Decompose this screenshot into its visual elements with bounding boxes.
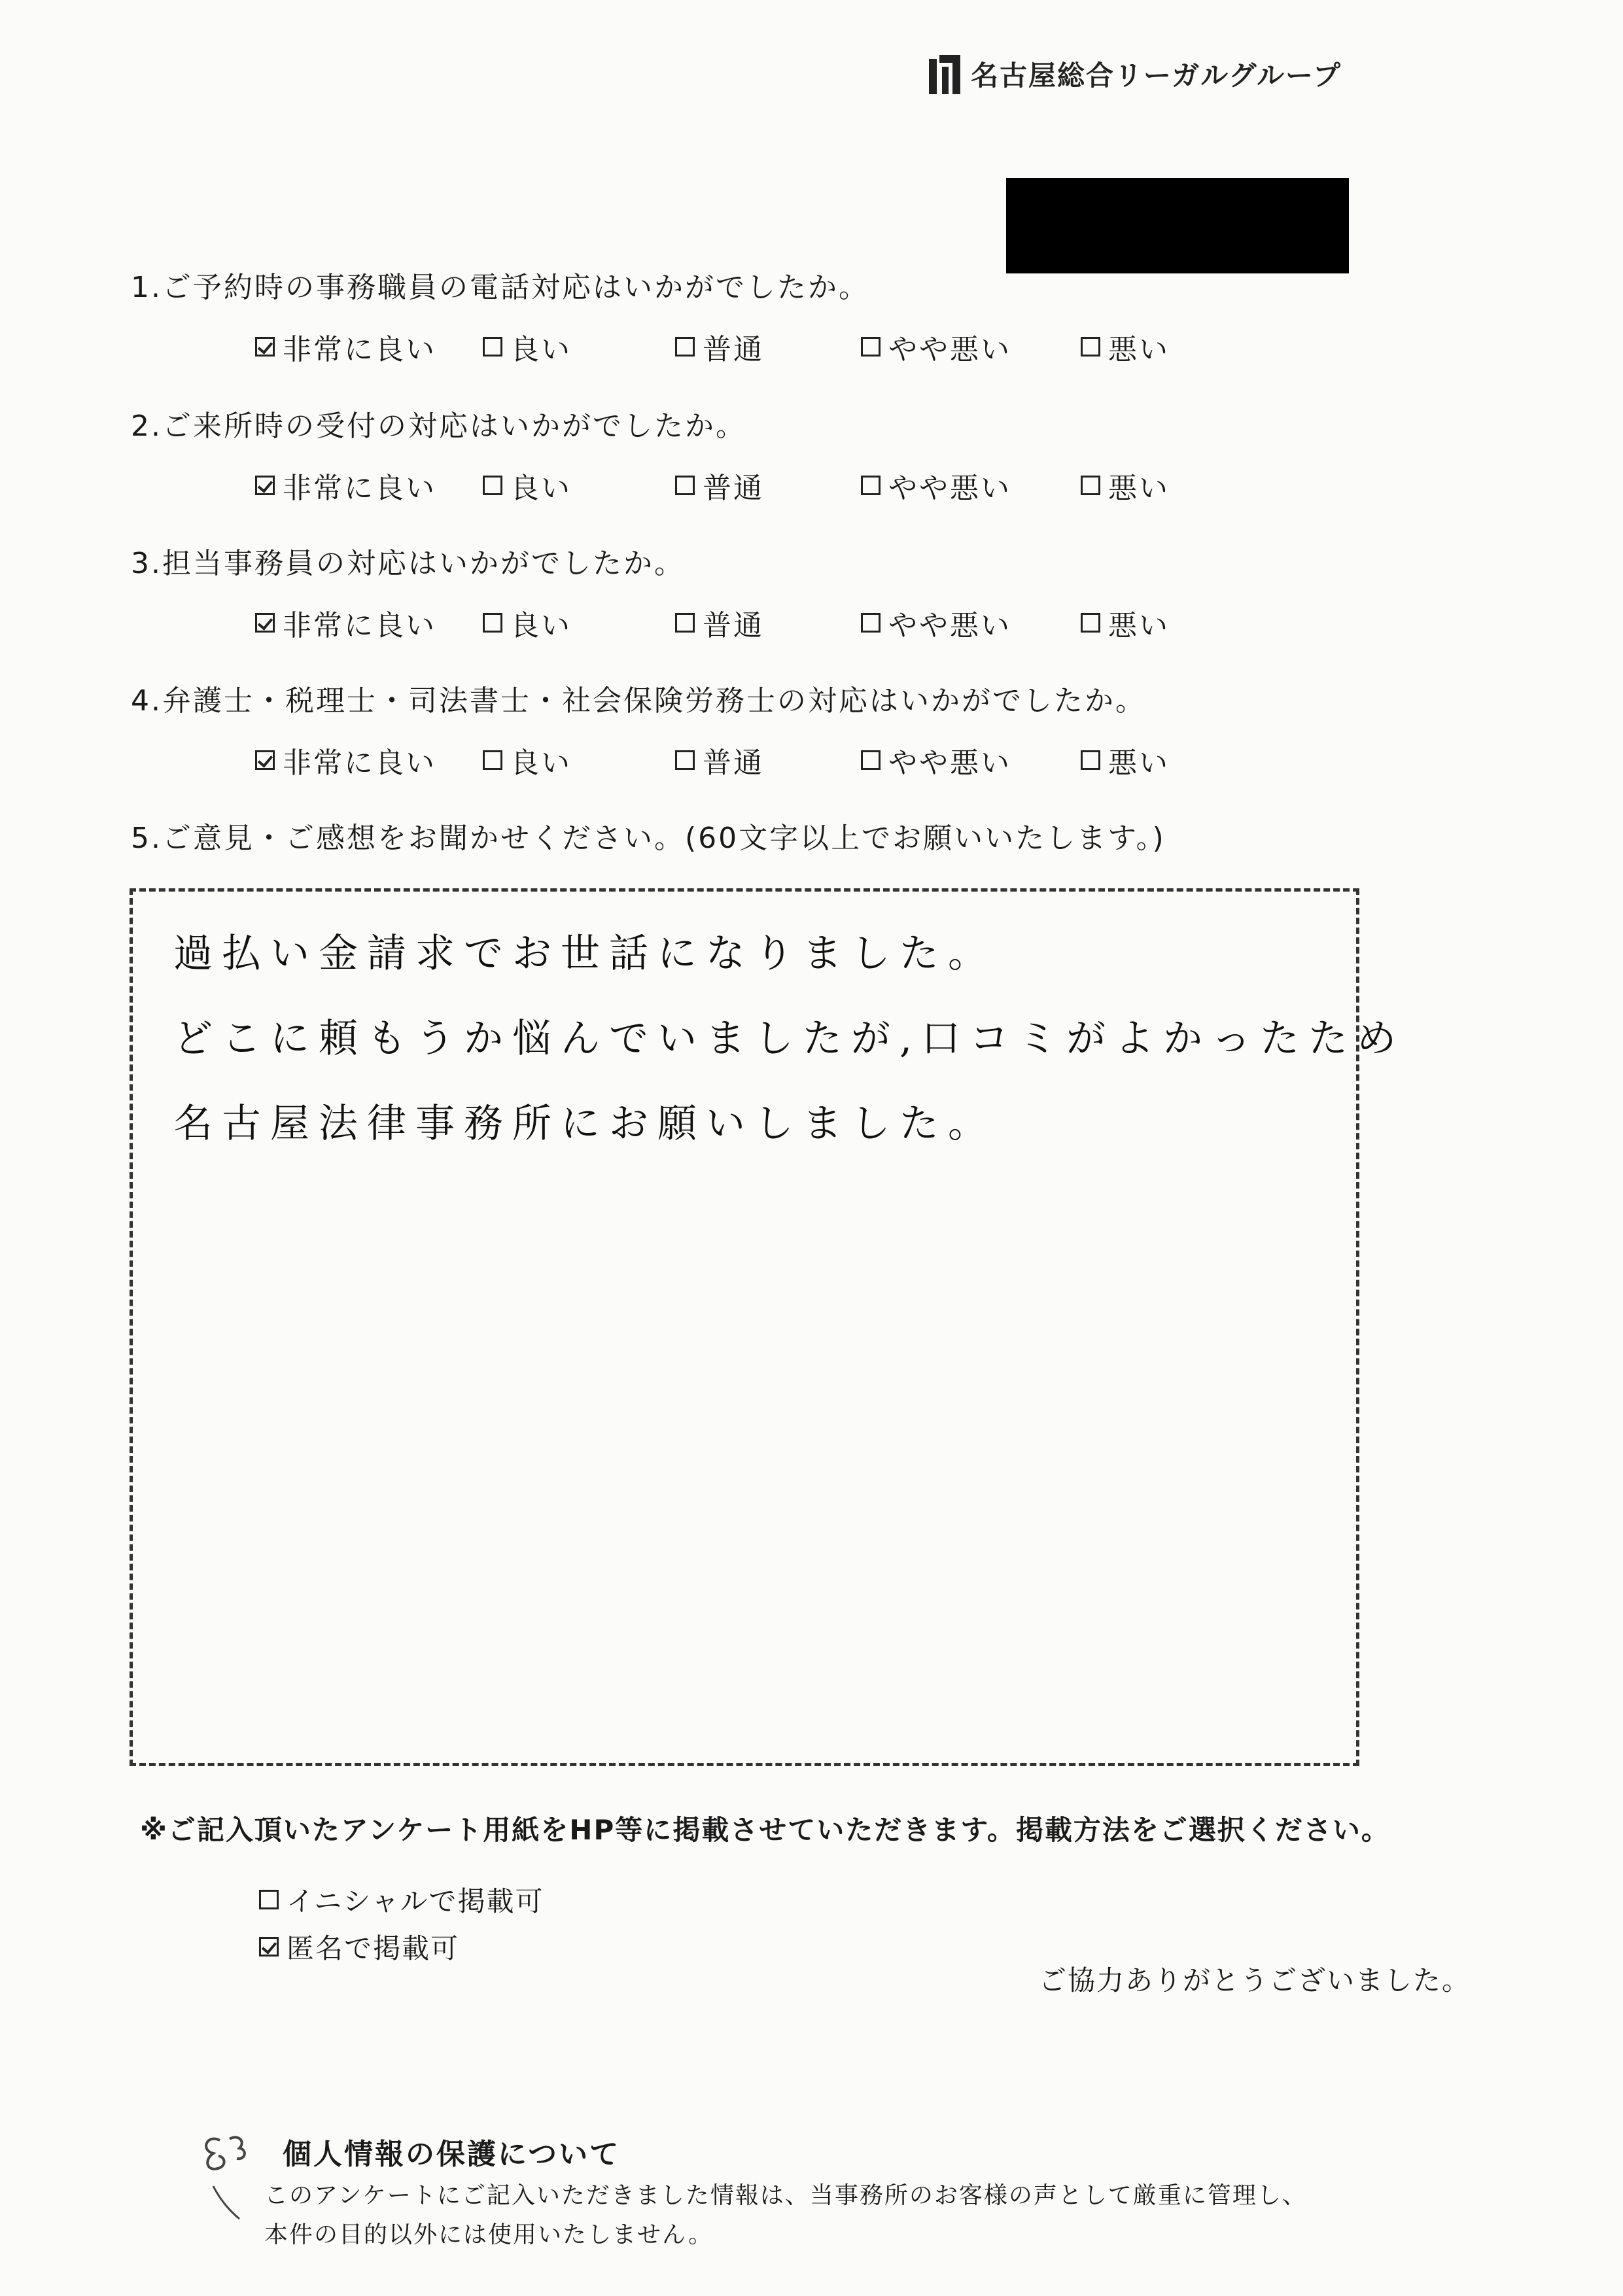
checkbox[interactable] xyxy=(1081,613,1100,633)
option-label: 普通 xyxy=(703,609,764,642)
checkbox[interactable] xyxy=(1081,337,1100,357)
comment-line: 名古屋法律事務所にお願いしました。 xyxy=(173,1101,996,1147)
option-label: 非常に良い xyxy=(283,746,436,780)
option-label: やや悪い xyxy=(888,333,1011,366)
rating-option[interactable] xyxy=(255,602,436,644)
publication-option-initial[interactable] xyxy=(259,1880,544,1919)
thanks-text: ご協力ありがとうございました。 xyxy=(1039,1964,1471,1996)
option-label: 非常に良い xyxy=(283,333,436,366)
header-logo xyxy=(928,51,1342,97)
checkbox-checked[interactable] xyxy=(255,476,275,495)
checkbox-checked[interactable] xyxy=(255,750,275,770)
rating-option[interactable] xyxy=(1081,326,1170,368)
privacy-text-line: 本件の目的以外には使用いたしません。 xyxy=(264,2221,714,2248)
option-label: 普通 xyxy=(703,746,764,780)
rating-option[interactable] xyxy=(861,602,1011,644)
rating-option[interactable] xyxy=(483,602,572,644)
rating-option[interactable] xyxy=(483,739,572,781)
rating-options xyxy=(131,739,1505,781)
comment-line: 過払い金請求でお世話になりました。 xyxy=(173,931,996,977)
rating-option[interactable] xyxy=(1081,739,1170,781)
rating-option[interactable] xyxy=(861,739,1011,781)
option-label: イニシャルで掲載可 xyxy=(287,1885,544,1917)
question-5 xyxy=(131,818,1505,860)
option-label: 非常に良い xyxy=(283,472,436,505)
option-label: 普通 xyxy=(703,472,764,505)
comment-prompt: 5.ご意見・ご感想をお聞かせください。(60文字以上でお願いいたします。) xyxy=(131,822,1166,855)
checkbox-checked[interactable] xyxy=(255,613,275,633)
rating-option[interactable] xyxy=(255,326,436,368)
option-label: 悪い xyxy=(1108,333,1170,366)
rating-option[interactable] xyxy=(675,739,764,781)
comment-line: どこに頼もうか悩んでいましたが,口コミがよかったため xyxy=(173,1016,1406,1062)
option-label: 良い xyxy=(510,746,572,780)
rating-option[interactable] xyxy=(1081,464,1170,506)
privacy-title: 個人情報の保護について xyxy=(283,2138,621,2171)
comment-box[interactable] xyxy=(130,888,1406,1766)
rating-option[interactable] xyxy=(675,464,764,506)
option-label: やや悪い xyxy=(888,609,1011,642)
rating-option[interactable] xyxy=(1081,602,1170,644)
checkbox[interactable] xyxy=(1081,476,1100,495)
option-label: 良い xyxy=(510,609,572,642)
checkbox[interactable] xyxy=(675,476,695,495)
redaction-block xyxy=(1006,178,1349,273)
question-text: 2.ご来所時の受付の対応はいかがでしたか。 xyxy=(131,409,746,443)
checkbox[interactable] xyxy=(861,337,881,357)
checkbox[interactable] xyxy=(675,750,695,770)
checkbox[interactable] xyxy=(1081,750,1100,770)
building-logo-icon xyxy=(928,52,962,96)
privacy-flourish-icon xyxy=(194,2127,266,2225)
rating-option[interactable] xyxy=(861,464,1011,506)
question-4 xyxy=(131,680,1505,781)
logo-text: 名古屋総合リーガルグループ xyxy=(971,60,1342,92)
checkbox[interactable] xyxy=(259,1890,279,1909)
option-label: やや悪い xyxy=(888,746,1011,780)
rating-option[interactable] xyxy=(675,326,764,368)
rating-options xyxy=(131,464,1505,506)
checkbox-checked[interactable] xyxy=(259,1937,279,1957)
checkbox[interactable] xyxy=(861,613,881,633)
publication-notice: ※ご記入頂いたアンケート用紙をHP等に掲載させていただきます。掲載方法をご選択ください。 xyxy=(140,1814,1390,1846)
option-label: 悪い xyxy=(1108,746,1170,780)
checkbox[interactable] xyxy=(861,476,881,495)
question-2 xyxy=(131,406,1505,506)
rating-option[interactable] xyxy=(255,739,436,781)
option-label: 悪い xyxy=(1108,609,1170,642)
question-text: 1.ご予約時の事務職員の電話対応はいかがでしたか。 xyxy=(131,271,869,304)
checkbox-checked[interactable] xyxy=(255,337,275,357)
option-label: 悪い xyxy=(1108,472,1170,505)
question-text: 3.担当事務員の対応はいかがでしたか。 xyxy=(131,547,685,580)
rating-option[interactable] xyxy=(861,326,1011,368)
question-1 xyxy=(131,267,1505,368)
option-label: 普通 xyxy=(703,333,764,366)
checkbox[interactable] xyxy=(483,613,502,633)
option-label: 非常に良い xyxy=(283,609,436,642)
rating-options xyxy=(131,602,1505,644)
rating-options xyxy=(131,326,1505,368)
option-label: 良い xyxy=(510,472,572,505)
question-3 xyxy=(131,543,1505,644)
publication-option-anonymous[interactable] xyxy=(259,1927,459,1966)
privacy-text-line: このアンケートにご記入いただきました情報は、当事務所のお客様の声として厳重に管理し、 xyxy=(264,2182,1307,2209)
rating-option[interactable] xyxy=(483,326,572,368)
option-label: 良い xyxy=(510,333,572,366)
checkbox[interactable] xyxy=(675,613,695,633)
checkbox[interactable] xyxy=(675,337,695,357)
rating-option[interactable] xyxy=(255,464,436,506)
question-text: 4.弁護士・税理士・司法書士・社会保険労務士の対応はいかがでしたか。 xyxy=(131,684,1146,718)
rating-option[interactable] xyxy=(675,602,764,644)
checkbox[interactable] xyxy=(483,337,502,357)
option-label: やや悪い xyxy=(888,472,1011,505)
checkbox[interactable] xyxy=(483,750,502,770)
checkbox[interactable] xyxy=(861,750,881,770)
rating-option[interactable] xyxy=(483,464,572,506)
checkbox[interactable] xyxy=(483,476,502,495)
option-label: 匿名で掲載可 xyxy=(287,1932,460,1964)
